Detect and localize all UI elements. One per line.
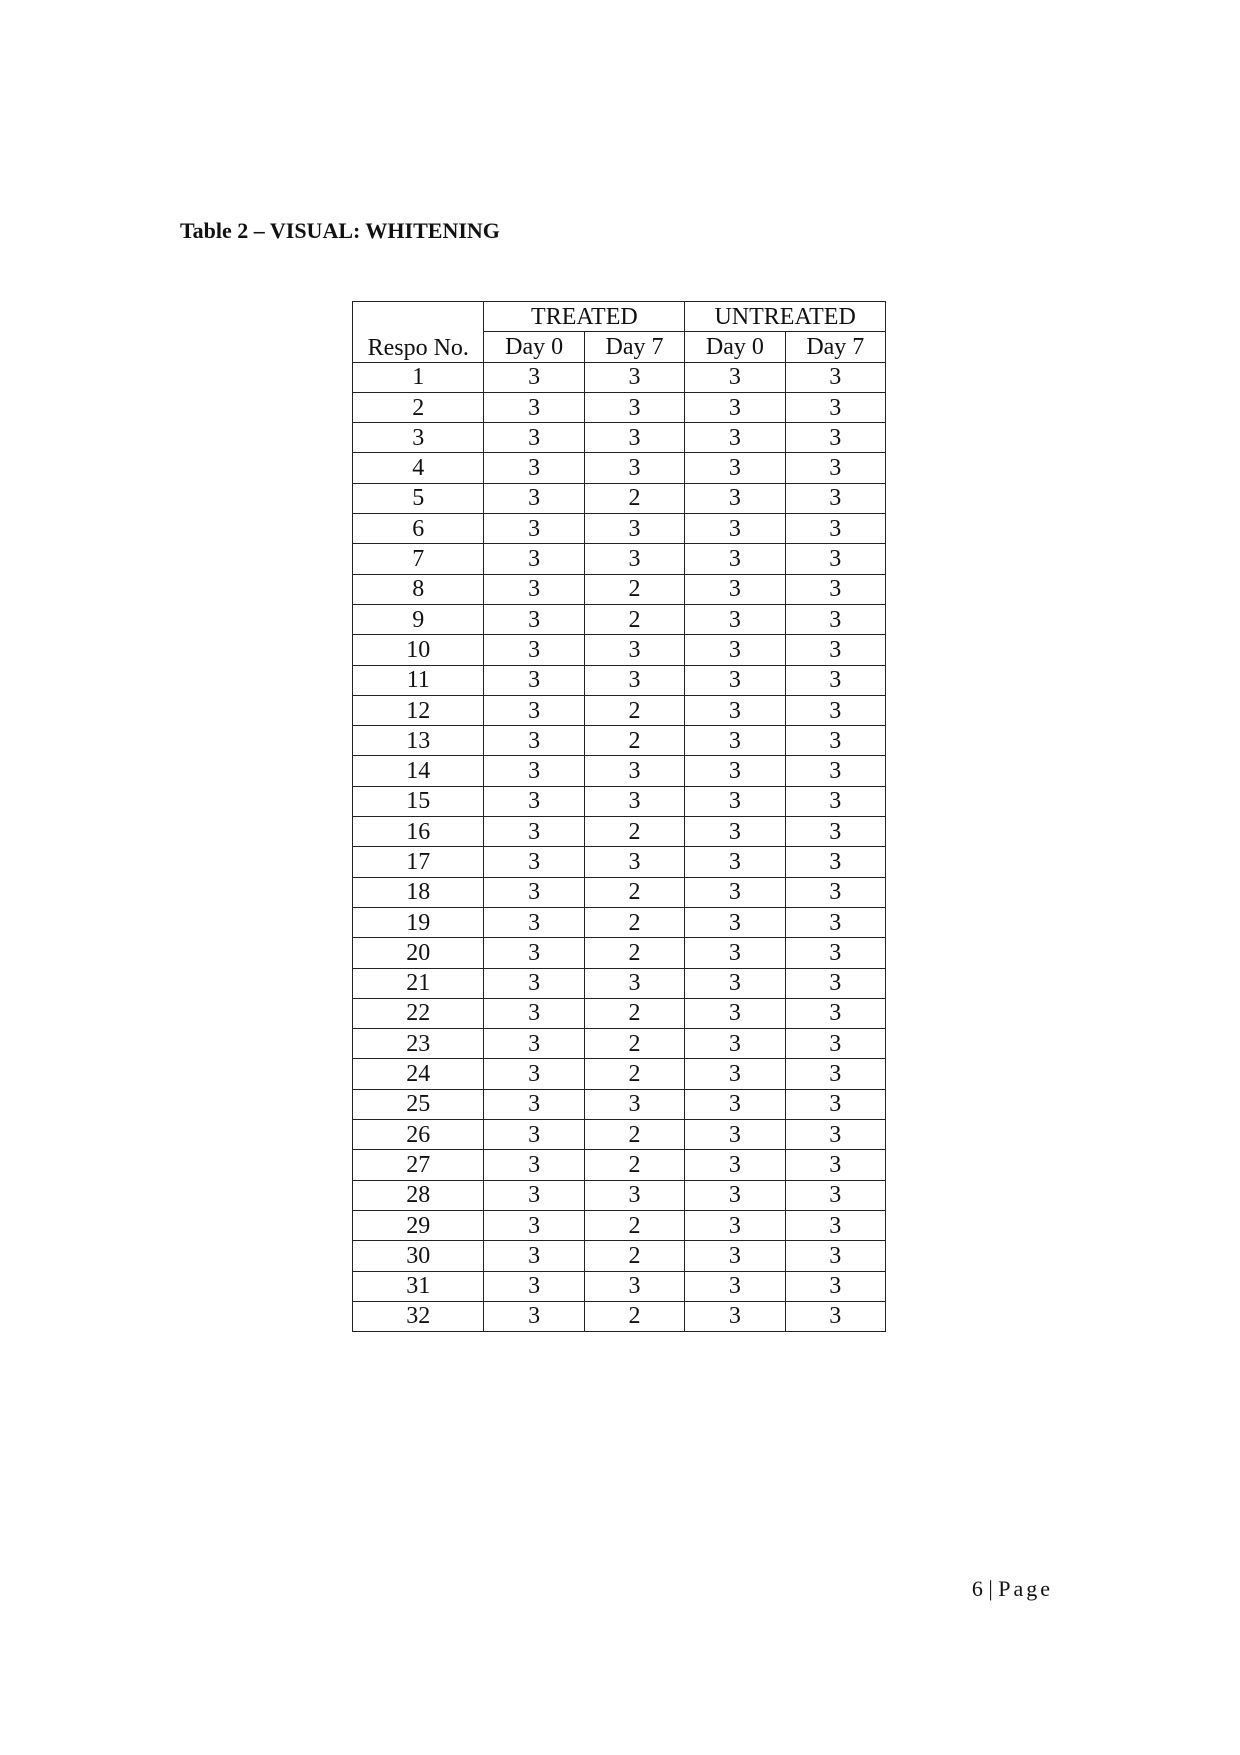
respo-no-cell: 10 [353,635,484,665]
table-row [353,817,886,847]
treated-day0-cell: 3 [484,877,584,907]
treated-day0-cell: 3 [484,1210,584,1240]
table-row [353,362,886,392]
treated-day0-cell: 3 [484,756,584,786]
respo-no-cell: 31 [353,1271,484,1301]
untreated-day7-header: Day 7 [785,332,885,362]
treated-day7-cell: 3 [584,423,684,453]
respo-no-cell: 1 [353,362,484,392]
treated-day0-cell: 3 [484,514,584,544]
treated-day7-header: Day 7 [584,332,684,362]
table-row [353,1241,886,1271]
page-title: Table 2 – VISUAL: WHITENING [180,218,500,243]
treated-day0-cell: 3 [484,726,584,756]
untreated-day0-cell: 3 [685,817,785,847]
respo-no-cell: 6 [353,514,484,544]
untreated-day0-cell: 3 [685,1210,785,1240]
treated-day0-cell: 3 [484,483,584,513]
untreated-day0-cell: 3 [685,665,785,695]
untreated-day0-cell: 3 [685,756,785,786]
table-row [353,1059,886,1089]
respo-no-cell: 4 [353,453,484,483]
untreated-day7-cell: 3 [785,968,885,998]
untreated-day0-cell: 3 [685,453,785,483]
respo-no-cell: 32 [353,1301,484,1331]
untreated-day7-cell: 3 [785,756,885,786]
untreated-day0-cell: 3 [685,1029,785,1059]
table-row [353,877,886,907]
untreated-day7-cell: 3 [785,453,885,483]
respo-no-cell: 15 [353,786,484,816]
table-row [353,756,886,786]
untreated-day7-cell: 3 [785,1241,885,1271]
untreated-day0-cell: 3 [685,1301,785,1331]
respo-no-cell: 7 [353,544,484,574]
table-row [353,1301,886,1331]
untreated-day7-cell: 3 [785,907,885,937]
untreated-day0-cell: 3 [685,786,785,816]
untreated-day7-cell: 3 [785,998,885,1028]
untreated-day7-cell: 3 [785,1029,885,1059]
respo-no-cell: 24 [353,1059,484,1089]
treated-day7-cell: 3 [584,635,684,665]
untreated-day0-cell: 3 [685,695,785,725]
treated-day0-cell: 3 [484,938,584,968]
untreated-day0-cell: 3 [685,877,785,907]
whitening-table [352,301,886,1332]
treated-day7-cell: 2 [584,817,684,847]
treated-day7-cell: 2 [584,574,684,604]
respo-no-cell: 12 [353,695,484,725]
untreated-day7-cell: 3 [785,665,885,695]
table-row [353,665,886,695]
treated-day7-cell: 2 [584,1029,684,1059]
treated-day7-cell: 3 [584,786,684,816]
untreated-day0-cell: 3 [685,847,785,877]
treated-day0-cell: 3 [484,1271,584,1301]
treated-day7-cell: 2 [584,483,684,513]
untreated-day7-cell: 3 [785,574,885,604]
table-row [353,1180,886,1210]
table-row [353,423,886,453]
untreated-day7-cell: 3 [785,1301,885,1331]
untreated-day7-cell: 3 [785,392,885,422]
treated-day7-cell: 3 [584,453,684,483]
treated-day0-cell: 3 [484,453,584,483]
treated-day0-cell: 3 [484,544,584,574]
respo-no-cell: 26 [353,1120,484,1150]
untreated-day0-cell: 3 [685,1120,785,1150]
treated-day0-cell: 3 [484,574,584,604]
treated-day0-cell: 3 [484,907,584,937]
treated-day7-cell: 3 [584,514,684,544]
respo-no-cell: 19 [353,907,484,937]
untreated-day7-cell: 3 [785,726,885,756]
treated-day7-cell: 2 [584,604,684,634]
untreated-day0-cell: 3 [685,726,785,756]
untreated-day7-cell: 3 [785,877,885,907]
table-row [353,1210,886,1240]
table-row [353,1271,886,1301]
untreated-day0-cell: 3 [685,635,785,665]
untreated-day0-cell: 3 [685,907,785,937]
page-word: Page [998,1576,1053,1601]
respo-no-cell: 27 [353,1150,484,1180]
untreated-day7-cell: 3 [785,604,885,634]
group-header-row [353,302,886,332]
untreated-group-header: UNTREATED [685,302,886,332]
treated-day7-cell: 3 [584,665,684,695]
treated-day0-cell: 3 [484,635,584,665]
treated-day7-cell: 2 [584,695,684,725]
respo-no-cell: 30 [353,1241,484,1271]
respo-no-cell: 14 [353,756,484,786]
treated-day0-cell: 3 [484,1301,584,1331]
table-row [353,968,886,998]
table-row [353,1120,886,1150]
respo-no-cell: 2 [353,392,484,422]
treated-day0-cell: 3 [484,1241,584,1271]
treated-day7-cell: 3 [584,362,684,392]
treated-day0-cell: 3 [484,817,584,847]
untreated-day0-cell: 3 [685,938,785,968]
untreated-day0-cell: 3 [685,1180,785,1210]
treated-day7-cell: 3 [584,392,684,422]
treated-day0-cell: 3 [484,1059,584,1089]
untreated-day0-cell: 3 [685,1059,785,1089]
treated-day7-cell: 3 [584,544,684,574]
untreated-day0-cell: 3 [685,483,785,513]
treated-day0-cell: 3 [484,1029,584,1059]
untreated-day7-cell: 3 [785,1210,885,1240]
table-row [353,726,886,756]
untreated-day7-cell: 3 [785,423,885,453]
treated-day7-cell: 2 [584,877,684,907]
table-body [353,362,886,1332]
respo-no-cell: 29 [353,1210,484,1240]
untreated-day0-header: Day 0 [685,332,785,362]
treated-day7-cell: 2 [584,726,684,756]
respo-no-cell: 17 [353,847,484,877]
untreated-day7-cell: 3 [785,786,885,816]
treated-day7-cell: 2 [584,938,684,968]
untreated-day7-cell: 3 [785,1089,885,1119]
treated-day7-cell: 3 [584,1089,684,1119]
untreated-day0-cell: 3 [685,392,785,422]
untreated-day7-cell: 3 [785,817,885,847]
table-row [353,786,886,816]
table-row [353,453,886,483]
untreated-day7-cell: 3 [785,695,885,725]
treated-day0-cell: 3 [484,1180,584,1210]
respo-no-cell: 21 [353,968,484,998]
treated-day7-cell: 2 [584,907,684,937]
respo-no-cell: 13 [353,726,484,756]
table-row [353,938,886,968]
respo-no-cell: 9 [353,604,484,634]
untreated-day0-cell: 3 [685,1089,785,1119]
untreated-day0-cell: 3 [685,1271,785,1301]
table-row [353,574,886,604]
untreated-day0-cell: 3 [685,574,785,604]
untreated-day7-cell: 3 [785,1271,885,1301]
table-row [353,483,886,513]
untreated-day7-cell: 3 [785,1150,885,1180]
respo-no-cell: 5 [353,483,484,513]
treated-day0-cell: 3 [484,604,584,634]
table-row [353,998,886,1028]
treated-day0-cell: 3 [484,968,584,998]
respo-no-cell: 22 [353,998,484,1028]
treated-day7-cell: 3 [584,1180,684,1210]
treated-day0-header: Day 0 [484,332,584,362]
respo-no-cell: 20 [353,938,484,968]
table-row [353,514,886,544]
untreated-day7-cell: 3 [785,938,885,968]
untreated-day0-cell: 3 [685,604,785,634]
untreated-day0-cell: 3 [685,1150,785,1180]
table-row [353,695,886,725]
untreated-day0-cell: 3 [685,998,785,1028]
treated-day7-cell: 3 [584,847,684,877]
table-row [353,1029,886,1059]
table-row [353,604,886,634]
treated-day7-cell: 2 [584,1120,684,1150]
treated-day0-cell: 3 [484,392,584,422]
untreated-day7-cell: 3 [785,635,885,665]
untreated-day7-cell: 3 [785,362,885,392]
respo-no-cell: 18 [353,877,484,907]
respo-no-cell: 25 [353,1089,484,1119]
respo-no-cell: 16 [353,817,484,847]
treated-day7-cell: 3 [584,968,684,998]
treated-day7-cell: 2 [584,1059,684,1089]
untreated-day7-cell: 3 [785,1120,885,1150]
respo-no-cell: 8 [353,574,484,604]
untreated-day7-cell: 3 [785,1059,885,1089]
untreated-day0-cell: 3 [685,544,785,574]
treated-day0-cell: 3 [484,423,584,453]
untreated-day0-cell: 3 [685,968,785,998]
respo-no-cell: 23 [353,1029,484,1059]
table-row [353,392,886,422]
untreated-day7-cell: 3 [785,514,885,544]
respo-no-cell: 28 [353,1180,484,1210]
respo-no-cell: 11 [353,665,484,695]
treated-day0-cell: 3 [484,847,584,877]
table-row [353,635,886,665]
untreated-day7-cell: 3 [785,1180,885,1210]
untreated-day0-cell: 3 [685,514,785,544]
treated-day7-cell: 2 [584,1301,684,1331]
treated-day0-cell: 3 [484,1150,584,1180]
treated-day7-cell: 3 [584,1271,684,1301]
treated-day7-cell: 2 [584,1210,684,1240]
treated-day7-cell: 2 [584,998,684,1028]
treated-group-header: TREATED [484,302,685,332]
respo-no-header: Respo No. [353,302,484,363]
treated-day7-cell: 3 [584,756,684,786]
page-footer [972,1576,1053,1602]
untreated-day0-cell: 3 [685,362,785,392]
untreated-day7-cell: 3 [785,847,885,877]
treated-day0-cell: 3 [484,1120,584,1150]
untreated-day0-cell: 3 [685,423,785,453]
table-row [353,1089,886,1119]
footer-separator: | [988,1576,993,1601]
untreated-day0-cell: 3 [685,1241,785,1271]
table-row [353,1150,886,1180]
treated-day7-cell: 2 [584,1241,684,1271]
table-row [353,847,886,877]
treated-day0-cell: 3 [484,786,584,816]
treated-day0-cell: 3 [484,665,584,695]
untreated-day7-cell: 3 [785,483,885,513]
treated-day0-cell: 3 [484,362,584,392]
table-header [353,302,886,363]
page-number: 6 [971,1576,983,1601]
treated-day0-cell: 3 [484,695,584,725]
table-row [353,907,886,937]
respo-no-cell: 3 [353,423,484,453]
treated-day0-cell: 3 [484,1089,584,1119]
table-row [353,544,886,574]
treated-day7-cell: 2 [584,1150,684,1180]
untreated-day7-cell: 3 [785,544,885,574]
treated-day0-cell: 3 [484,998,584,1028]
